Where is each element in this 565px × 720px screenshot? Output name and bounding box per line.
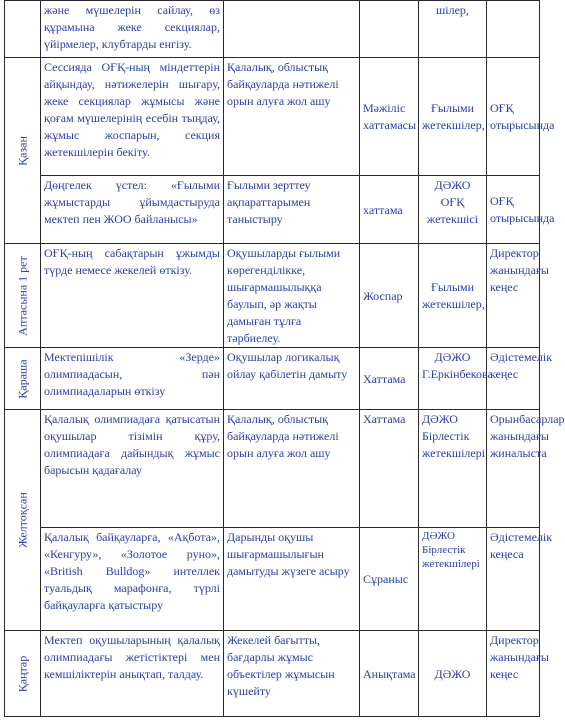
goal-cell: Оқушыларды ғылыми көрегенділікке, шығармашылыққа баулып, әр жақты дамыған тұлға тәрбиелеу. <box>224 244 360 348</box>
plan-table <box>4 0 565 717</box>
form-cell: Жоспар <box>360 244 419 348</box>
responsible-cell: ДӘЖО Бірлестік жетекшілері <box>419 410 487 528</box>
goal-cell: Дарынды оқушы шығармашылығын дамытуды жүзеге асыру <box>224 528 360 631</box>
month-label: Желтоқсан <box>15 492 29 548</box>
month-cell <box>5 348 41 410</box>
goal-cell: Қалалық, облыстық байқауларда нәтижелі орын алуға жол ашу <box>224 58 360 176</box>
venue-cell <box>487 1 540 58</box>
form-cell: Сұраныс <box>360 528 419 631</box>
goal-cell: Қалалық, облыстық байқауларда нәтижелі орын алуға жол ашу <box>224 410 360 528</box>
event-cell: және мүшелерін сайлау, өз құрамына жеке секциялар, үйірмелер, клубтарды енгізу. <box>41 1 224 58</box>
month-label: Қаңтар <box>15 655 29 692</box>
goal-cell: Оқушылар логикалық ойлау қабілетін дамыту <box>224 348 360 410</box>
table-row <box>5 244 540 348</box>
form-cell: хаттама <box>360 176 419 244</box>
table-row <box>5 1 540 58</box>
responsible-cell: ДӘЖО Бірлестік жетекшілері <box>419 528 487 631</box>
month-label: Қазан <box>15 135 29 166</box>
goal-cell <box>224 1 360 58</box>
venue-cell: Директор жанындағы кеңес <box>487 631 540 717</box>
form-cell: Хаттама <box>360 348 419 410</box>
event-cell: Қалалық байқауларға, «Ақбота», «Кенгуру», «Золотое руно», «British Bulldog» интеллек туальдық марафонға, түрлі байқауларға қатыстыру <box>41 528 224 631</box>
responsible-cell: ДӘЖО Г.Еркінбекова <box>419 348 487 410</box>
document-page <box>4 0 565 718</box>
month-label: Қараша <box>15 358 29 399</box>
responsible-cell: Ғылыми жетекшілер, <box>419 244 487 348</box>
month-cell <box>5 58 41 244</box>
event-cell: ОҒҚ-ның сабақтарын ұжымды түрде немесе жекелей өткізу. <box>41 244 224 348</box>
goal-cell: Ғылыми зерттеу ақпараттарымен таныстыру <box>224 176 360 244</box>
goal-cell: Жекелей бағытты, бағдарлы жұмыс объектілер жұмысын күшейту <box>224 631 360 717</box>
form-cell: Анықтама <box>360 631 419 717</box>
responsible-cell: шілер, <box>419 1 487 58</box>
form-cell: Хаттама <box>360 410 419 528</box>
form-cell: Мәжіліс хаттамасы <box>360 58 419 176</box>
table-row <box>5 348 540 410</box>
month-cell <box>5 631 41 717</box>
table-row <box>5 176 540 244</box>
month-cell <box>5 1 41 58</box>
responsible-cell: Ғылыми жетекшілер, <box>419 58 487 176</box>
event-cell: Сессияда ОҒҚ-ның міндеттерін айқындау, нәтижелерін шығару, жеке секциялар жұмысы және қоғам мүшелерінің есебін тыңдау, жұмыс жоспарын, секция жетекшілерін бекіту. <box>41 58 224 176</box>
month-cell <box>5 410 41 631</box>
table-row <box>5 631 540 717</box>
responsible-cell: ДӘЖО ОҒҚ жетекшісі <box>419 176 487 244</box>
event-cell: Мектеп оқушыларының қалалық олимпиадағы жетістіктері мен кемшіліктерін анықтап, талдау. <box>41 631 224 717</box>
event-cell: Дөңгелек үстел: «Ғылыми жұмыстарды ұйымдастыруда мектеп пен ЖОО байланысы» <box>41 176 224 244</box>
table-row <box>5 58 540 176</box>
event-cell: Мектепішілік «Зерде» олимпиадасын, пән олимпиадаларын өткізу <box>41 348 224 410</box>
month-label: Аптасына 1 рет <box>15 255 29 336</box>
venue-cell: ОҒҚ отырысында <box>487 176 540 244</box>
venue-cell: Директор жанындағы кеңес <box>487 244 540 348</box>
month-cell <box>5 244 41 348</box>
venue-cell: ОҒҚ отырысында <box>487 58 540 176</box>
form-cell <box>360 1 419 58</box>
venue-cell: Әдістемелік кеңес <box>487 348 540 410</box>
table-row <box>5 410 540 528</box>
event-cell: Қалалық олимпиадаға қатысатын оқушылар тізімін құру, олимпиадаға дайындық жұмыс барысын қадағалау <box>41 410 224 528</box>
table-row <box>5 528 540 631</box>
venue-cell: Әдістемелік кеңеса <box>487 528 540 631</box>
venue-cell: Орынбасарлар жанындағы жиналыста <box>487 410 540 528</box>
responsible-cell: ДӘЖО <box>419 631 487 717</box>
